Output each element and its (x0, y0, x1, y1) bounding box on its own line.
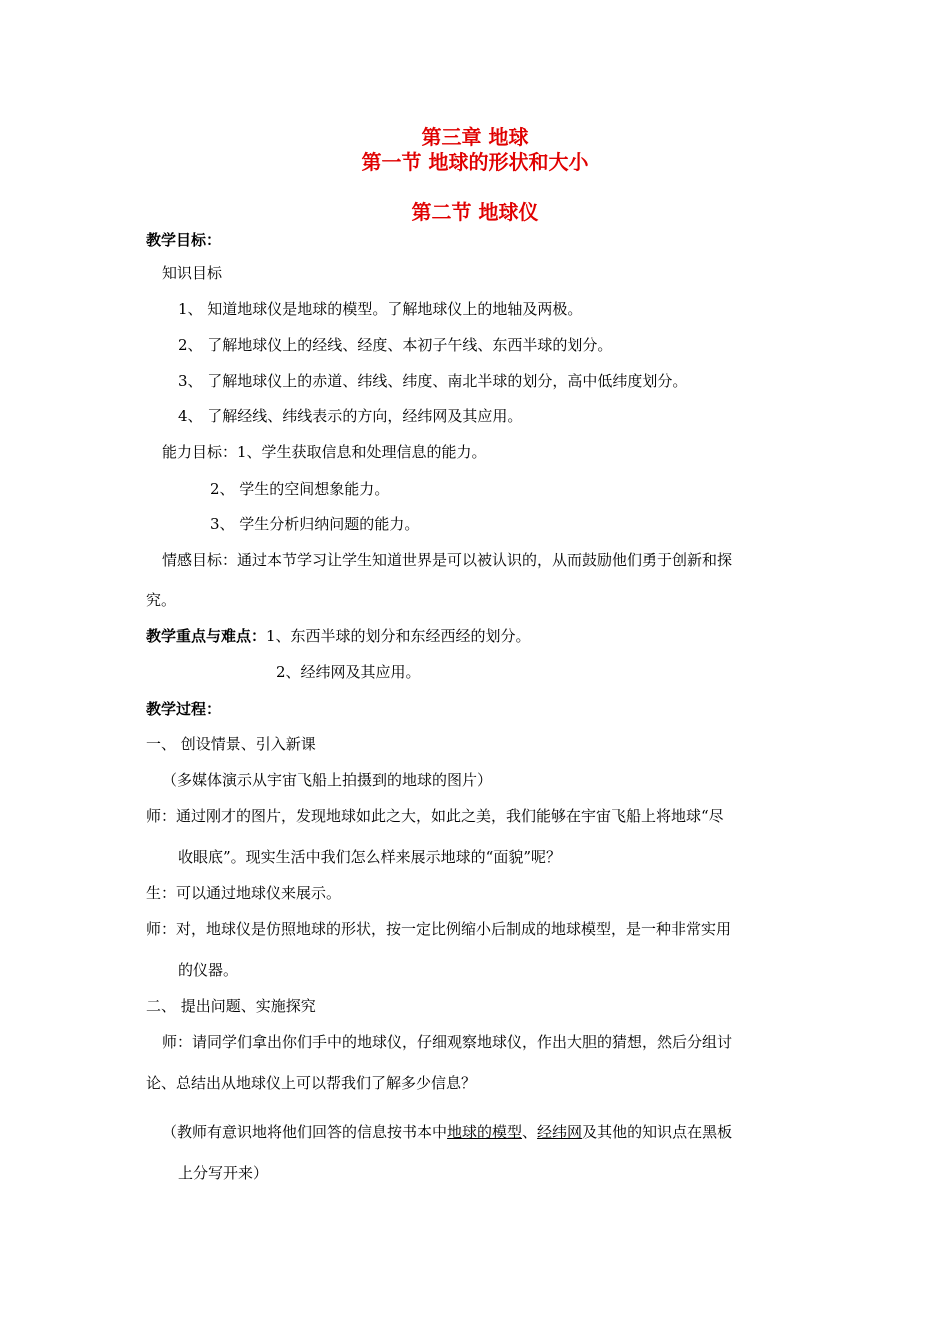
knowledge-item-3: 3、 了解地球仪上的赤道、纬线、纬度、南北半球的划分，高中低纬度划分。 (178, 372, 688, 390)
ability-item-3: 3、 学生分析归纳问题的能力。 (210, 515, 420, 533)
knowledge-label: 知识目标 (162, 264, 223, 282)
key-points-line-1 (146, 626, 531, 646)
student-1: 生：可以通过地球仪来展示。 (146, 884, 342, 902)
teacher-1-line-2: 收眼底”。现实生活中我们怎么样来展示地球的“面貌”呢？ (178, 848, 562, 866)
step-1: 一、 创设情景、引入新课 (146, 735, 316, 753)
ability-line: 能力目标：1、学生获取信息和处理信息的能力。 (162, 443, 487, 461)
emotion-line-2: 究。 (146, 591, 177, 609)
emotion-line-1: 情感目标：通过本节学习让学生知道世界是可以被认识的，从而鼓励他们勇于创新和探 (162, 551, 733, 569)
teacher-3-line-2: 论、总结出从地球仪上可以帮我们了解多少信息？ (146, 1074, 477, 1092)
teacher-3-line-1: 师：请同学们拿出你们手中的地球仪，仔细观察地球仪，作出大胆的猜想，然后分组讨 (162, 1033, 733, 1051)
key-point-1: 1、东西半球的划分和东经西经的划分。 (266, 627, 531, 645)
note-suffix: 及其他的知识点在黑板 (582, 1123, 733, 1141)
process-heading: 教学过程： (146, 700, 222, 718)
note-term-graticule: 经纬网 (537, 1123, 583, 1141)
section1-title: 第一节 地球的形状和大小 (361, 150, 589, 174)
goals-heading: 教学目标： (146, 231, 222, 249)
knowledge-item-1: 1、 知道地球仪是地球的模型。了解地球仪上的地轴及两极。 (178, 300, 583, 318)
chapter-title: 第三章 地球 (421, 125, 529, 149)
teacher-note-line-2: 上分写开来） (178, 1164, 269, 1182)
key-point-2: 2、经纬网及其应用。 (276, 663, 421, 681)
step-1-note: （多媒体演示从宇宙飞船上拍摄到的地球的图片） (162, 771, 493, 789)
ability-item-2: 2、 学生的空间想象能力。 (210, 480, 390, 498)
teacher-note-line-1 (162, 1122, 732, 1142)
section2-title: 第二节 地球仪 (411, 200, 539, 224)
knowledge-item-2: 2、 了解地球仪上的经线、经度、本初子午线、东西半球的划分。 (178, 336, 613, 354)
knowledge-item-4: 4、 了解经线、纬线表示的方向，经纬网及其应用。 (178, 407, 523, 425)
key-points-label: 教学重点与难点： (146, 627, 267, 645)
teacher-1-line-1: 师：通过刚才的图片，发现地球如此之大，如此之美，我们能够在宇宙飞船上将地球“尽 (146, 807, 724, 825)
teacher-2-line-1: 师：对，地球仪是仿照地球的形状，按一定比例缩小后制成的地球模型，是一种非常实用 (146, 920, 732, 938)
note-term-earth-model: 地球的模型 (447, 1123, 523, 1141)
note-separator: 、 (522, 1123, 538, 1141)
step-2: 二、 提出问题、实施探究 (146, 997, 316, 1015)
teacher-2-line-2: 的仪器。 (178, 961, 239, 979)
note-prefix: （教师有意识地将他们回答的信息按书本中 (162, 1123, 448, 1141)
